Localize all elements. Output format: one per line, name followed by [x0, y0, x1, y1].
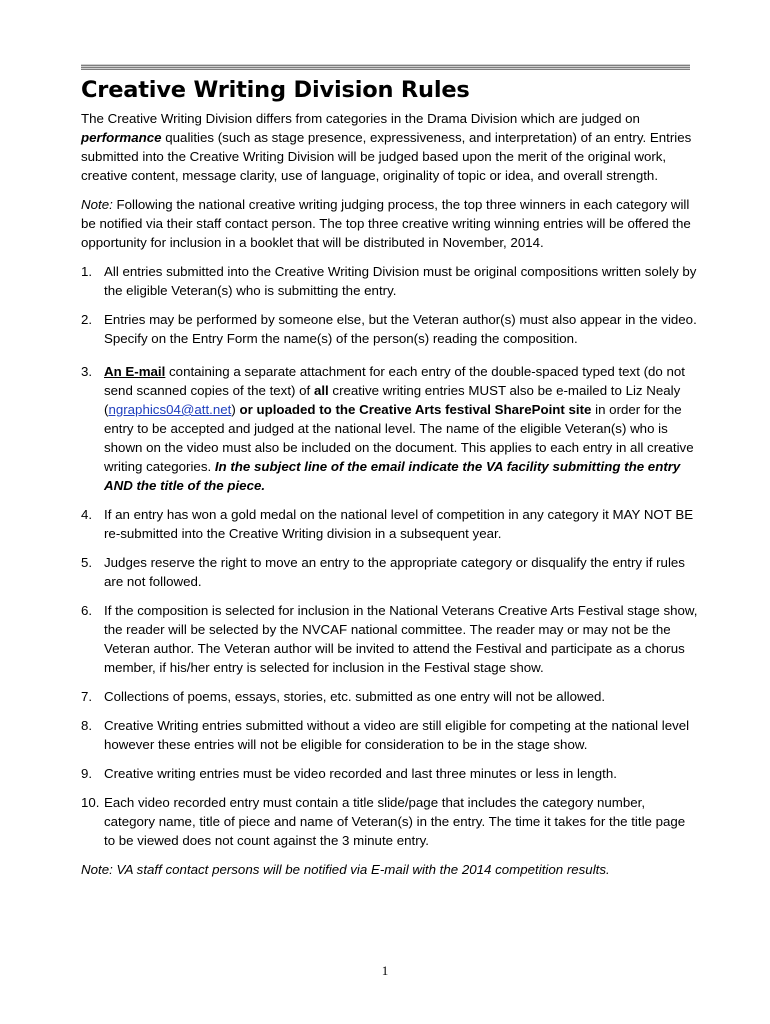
- rule-text: Entries may be performed by someone else, but the Veteran author(s) must also appear in the video. Specify on the Entry Form the name(s) of the person(s) reading the composition.: [104, 312, 697, 346]
- intro-paragraph: [81, 109, 699, 185]
- rule-text: If an entry has won a gold medal on the national level of competition in any category it MAY NOT BE re-submitted into the Creative Writing division in a subsequent year.: [104, 507, 694, 541]
- rule-item: [81, 764, 699, 783]
- closing-note: Note: VA staff contact persons will be notified via E-mail with the 2014 competition results.: [81, 862, 610, 877]
- rule-item: [81, 687, 699, 706]
- rule-item: [81, 505, 699, 543]
- note-paragraph: [81, 195, 699, 252]
- header-rule: [81, 64, 690, 70]
- rules-list: [81, 262, 699, 850]
- rule-item: [81, 362, 699, 495]
- rule-item: [81, 553, 699, 591]
- rule-number: 5.: [81, 555, 93, 570]
- rule-text: ): [231, 402, 240, 417]
- note-label: Note:: [81, 197, 113, 212]
- rule-upload-emphasis: or uploaded to the Creative Arts festival SharePoint site: [239, 402, 592, 417]
- rule-text: Each video recorded entry must contain a title slide/page that includes the category number, category name, title of piece and name of Veteran(s) in the entry. The time it takes for the title page to be viewed does not count against the 3 minute entry.: [104, 795, 686, 848]
- rule-number: 6.: [81, 603, 93, 618]
- rule-number: 7.: [81, 689, 93, 704]
- intro-text-1: The Creative Writing Division differs from categories in the Drama Division which are judged on: [81, 111, 640, 126]
- rule-text: Creative writing entries must be video recorded and last three minutes or less in length.: [104, 766, 617, 781]
- rule-number: 2.: [81, 312, 93, 327]
- rule-item: [81, 716, 699, 754]
- rule-text: All entries submitted into the Creative Writing Division must be original compositions written solely by the eligible Veteran(s) who is submitting the entry.: [104, 264, 697, 298]
- rule-number: 8.: [81, 718, 93, 733]
- rule-email-lead: An E-mail: [104, 364, 166, 379]
- rule-item: [81, 262, 699, 300]
- rule-text: Judges reserve the right to move an entry to the appropriate category or disqualify the entry if rules are not followed.: [104, 555, 685, 589]
- rule-text: Collections of poems, essays, stories, etc. submitted as one entry will not be allowed.: [104, 689, 606, 704]
- rule-item: [81, 793, 699, 850]
- rule-text: If the composition is selected for inclusion in the National Veterans Creative Arts Festival stage show, the reader will be selected by the NVCAF national committee. The reader may or may not be the Veteran author. The Veteran author will be invited to attend the Festival and participate as a chorus member, if his/her entry is selected for inclusion in the Festival stage show.: [104, 603, 698, 675]
- rule-item: [81, 601, 699, 677]
- intro-text-2: qualities (such as stage presence, expressiveness, and interpretation) of an entry. Entries submitted into the Creative Writing Division will be judged based upon the merit of the original work, creative content, message clarity, use of language, originality of topic or idea, and overall strength.: [81, 130, 692, 183]
- rule-subject-line-instruction: In the subject line of the email indicate the VA facility submitting the entry AND the title of the piece.: [104, 459, 681, 493]
- rule-text: Creative Writing entries submitted without a video are still eligible for competing at the national level however these entries will not be eligible for consideration to be in the stage show.: [104, 718, 690, 752]
- rule-number: 3.: [81, 364, 93, 379]
- document-body: [81, 76, 699, 879]
- rule-number: 4.: [81, 507, 93, 522]
- page-number: 1: [381, 963, 389, 978]
- rule-number: 1.: [81, 264, 93, 279]
- note-text: Following the national creative writing judging process, the top three winners in each category will be notified via their staff contact person. The top three creative writing winning entries will be offered the opportunity for inclusion in a booklet that will be distributed in November, 2014.: [81, 197, 691, 250]
- rule-number: 10.: [81, 795, 100, 810]
- rule-text: containing a separate attachment for each entry of the double-spaced typed text (do not send scanned copies of the text) of: [104, 364, 685, 398]
- rule-text: creative writing entries MUST also be e-mailed to Liz Nealy (: [104, 383, 681, 417]
- rule-item: [81, 310, 699, 348]
- email-link[interactable]: ngraphics04@att.net: [108, 402, 232, 417]
- page-title: Creative Writing Division Rules: [81, 77, 470, 103]
- rule-number: 9.: [81, 766, 93, 781]
- rule-text: in order for the entry to be accepted and judged at the national level. The name of the eligible Veteran(s) who is shown on the video must also be included on the document. This applies to each entry in all creative writing categories.: [104, 402, 694, 474]
- intro-emphasis: performance: [81, 130, 162, 145]
- rule-all-emphasis: all: [313, 383, 329, 398]
